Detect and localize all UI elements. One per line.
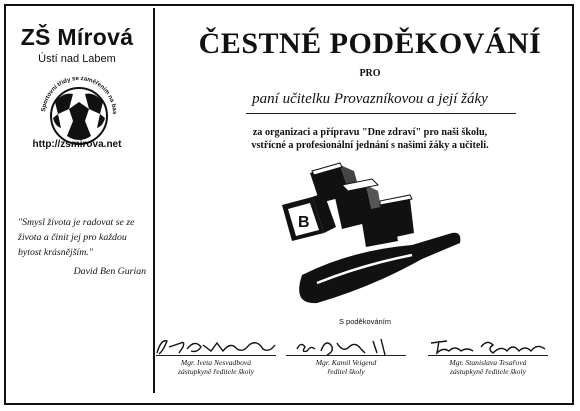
signature-line-3 — [428, 355, 548, 356]
for-label: PRO — [359, 68, 381, 79]
toy-blocks-illustration-icon — [262, 155, 472, 315]
signature-line-1 — [156, 355, 276, 356]
reason-line-1: za organizaci a přípravu "Dne zdraví" pro naši školu, — [252, 127, 488, 138]
signature-role-3: zástupkyně ředitele školy — [450, 367, 526, 376]
signature-name-2: Mgr. Kamil Veigend — [315, 358, 377, 367]
signature-line-2 — [286, 355, 406, 356]
logo-text: Sportovní třídy se zaměřením na bas — [41, 75, 118, 115]
school-name: ZŠ Mírová — [20, 24, 134, 50]
recipient: paní učitelku Provazníkovou a její žáky — [252, 91, 488, 107]
reason-text — [160, 126, 580, 152]
signature-block-1 — [146, 335, 286, 376]
handwritten-signature-3 — [423, 335, 553, 357]
signature-name-3: Mgr. Stanislava Tesařová — [449, 358, 527, 367]
signature-name-1: Mgr. Iveta Nesvadbová — [180, 358, 252, 367]
signature-role-1: zástupkyně ředitele školy — [178, 367, 254, 376]
reason-line-2: vstřícné a profesionální jednání s našimi žáky a učiteli. — [251, 140, 489, 151]
signature-block-3 — [418, 335, 558, 376]
signature-block-2 — [276, 335, 416, 376]
quote-author: David Ben Gurian — [73, 266, 146, 277]
handwritten-signature-2 — [281, 335, 411, 357]
school-url: http://zsmirova.net — [32, 139, 122, 150]
certificate-title: ČESTNÉ PODĚKOVÁNÍ — [198, 27, 542, 60]
thanks-label: S poděkováním — [338, 317, 392, 326]
recipient-underline — [246, 113, 516, 114]
block-letter: B — [298, 214, 310, 231]
handwritten-signature-1 — [151, 335, 281, 357]
school-city: Ústí nad Labem — [38, 53, 116, 65]
signature-role-2: ředitel školy — [327, 367, 365, 376]
motto-quote: "Smysl života je radovat se ze života a činit jej pro každou bytost krásnějším." — [18, 217, 135, 258]
